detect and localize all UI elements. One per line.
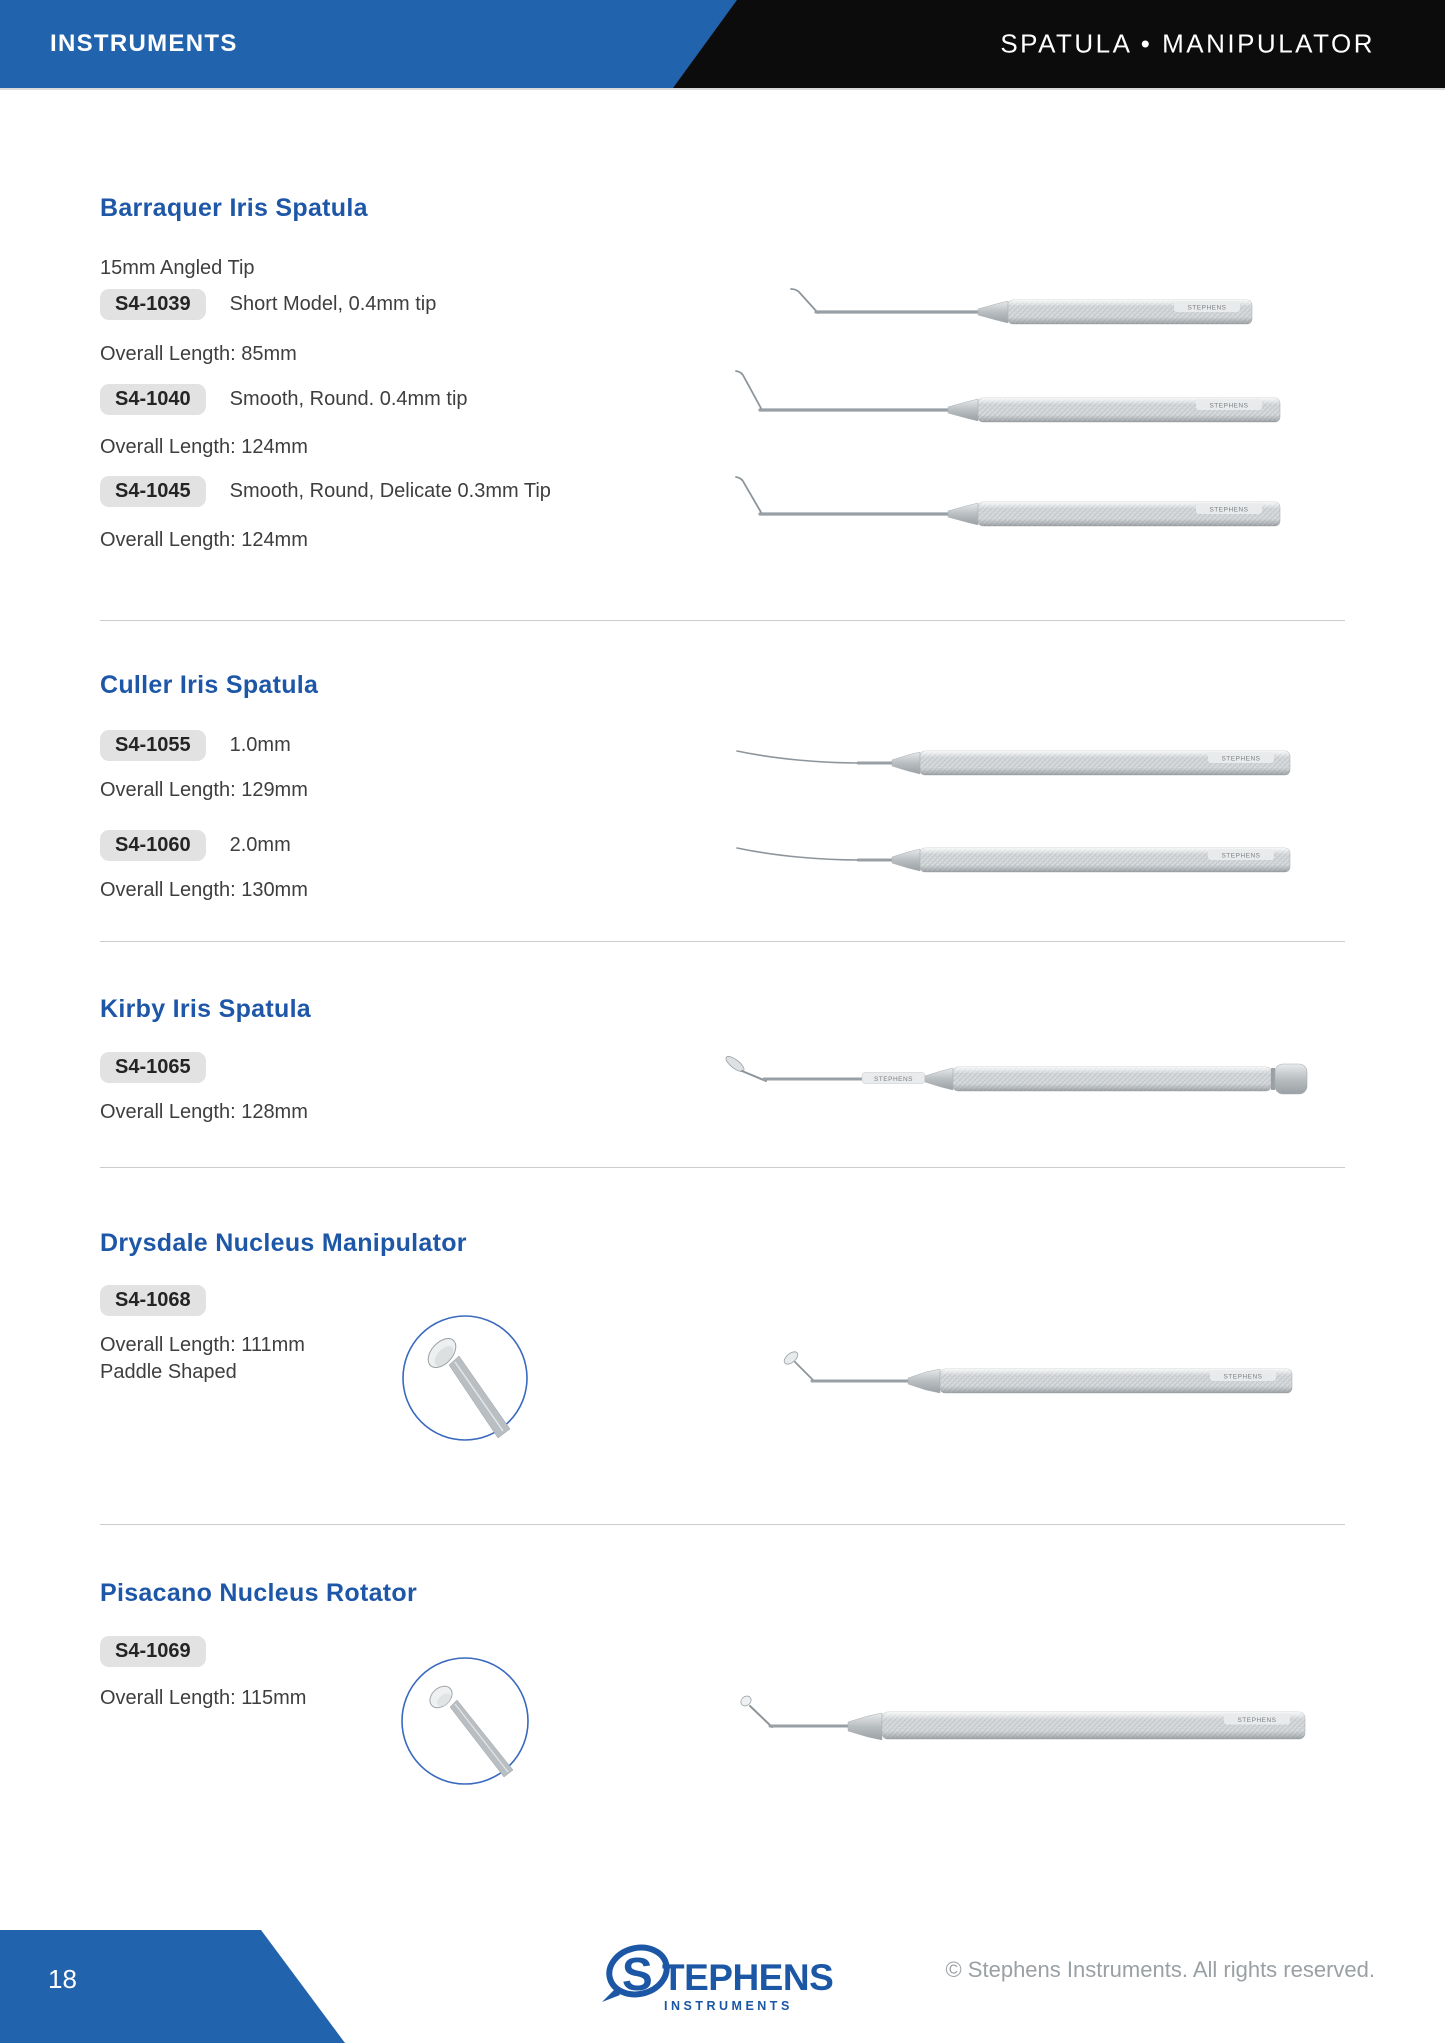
product-description: Smooth, Round, Delicate 0.3mm Tip [229, 480, 551, 502]
header-page-topic: SPATULA • MANIPULATOR [1000, 28, 1375, 59]
section-title-culler: Culler Iris Spatula [100, 671, 319, 699]
sku-badge: S4-1065 [100, 1052, 206, 1083]
logo-wordmark: TEPHENS [662, 1957, 834, 1998]
product-length: Overall Length: 130mm [100, 879, 308, 901]
section-divider [100, 1524, 1345, 1525]
product-row [100, 289, 436, 320]
section-divider [100, 941, 1345, 942]
page-number: 18 [48, 1964, 77, 1994]
section-title-barraquer: Barraquer Iris Spatula [100, 194, 368, 222]
logo-subtext: INSTRUMENTS [664, 1999, 793, 2013]
product-length: Overall Length: 129mm [100, 779, 308, 801]
instrument-photo-s4-1068 [782, 1349, 1292, 1393]
header-category-title: INSTRUMENTS [50, 30, 238, 57]
instrument-photo-s4-1045 [736, 477, 1280, 526]
instrument-photo-s4-1055 [737, 751, 1290, 775]
handle-brand-label: STEPHENS [1221, 755, 1261, 763]
product-length: Overall Length: 124mm [100, 529, 308, 551]
sku-badge: S4-1060 [100, 830, 206, 861]
instrument-photo-s4-1039 [791, 289, 1252, 324]
instrument-photo-s4-1040 [736, 371, 1280, 422]
product-row [100, 730, 291, 761]
section-divider [100, 1167, 1345, 1168]
product-description: 1.0mm [229, 734, 291, 756]
tip-detail-circle-s4-1068 [403, 1316, 527, 1440]
product-description: 2.0mm [229, 834, 291, 856]
product-length: Overall Length: 85mm [100, 343, 297, 365]
sku-badge: S4-1039 [100, 289, 206, 320]
product-length: Overall Length: 128mm [100, 1101, 308, 1123]
handle-brand-label: STEPHENS [1209, 402, 1249, 410]
section-divider [100, 620, 1345, 621]
sku-badge: S4-1055 [100, 730, 206, 761]
product-description: Smooth, Round. 0.4mm tip [229, 388, 468, 410]
section-title-kirby: Kirby Iris Spatula [100, 995, 312, 1023]
logo-initial: S [622, 1948, 653, 2000]
handle-brand-label: STEPHENS [1187, 304, 1227, 312]
product-row [100, 1285, 206, 1316]
product-row [100, 830, 291, 861]
stephens-logo [596, 1938, 836, 2023]
product-note: Paddle Shaped [100, 1361, 237, 1383]
product-length: Overall Length: 111mm [100, 1334, 305, 1356]
product-row [100, 384, 468, 415]
instrument-photo-s4-1069 [739, 1694, 1305, 1740]
sku-badge: S4-1040 [100, 384, 206, 415]
sku-badge: S4-1069 [100, 1636, 206, 1667]
product-row [100, 1052, 206, 1083]
section-title-drysdale: Drysdale Nucleus Manipulator [100, 1229, 467, 1257]
handle-brand-label: STEPHENS [1221, 852, 1261, 860]
product-row [100, 1636, 206, 1667]
section-subtitle: 15mm Angled Tip [100, 257, 255, 279]
instrument-photo-s4-1065 [724, 1054, 1307, 1094]
handle-brand-label: STEPHENS [1237, 1717, 1277, 1724]
sku-badge: S4-1045 [100, 476, 206, 507]
product-row [100, 476, 551, 507]
sku-badge: S4-1068 [100, 1285, 206, 1316]
handle-brand-label: STEPHENS [1209, 506, 1249, 514]
product-length: Overall Length: 115mm [100, 1687, 307, 1709]
copyright-text: © Stephens Instruments. All rights reserved. [945, 1957, 1375, 1982]
handle-brand-label: STEPHENS [1223, 1373, 1263, 1381]
product-description: Short Model, 0.4mm tip [229, 293, 437, 315]
product-length: Overall Length: 124mm [100, 436, 308, 458]
tip-detail-circle-s4-1069 [402, 1658, 528, 1784]
handle-brand-label: STEPHENS [873, 1076, 914, 1083]
section-title-pisacano: Pisacano Nucleus Rotator [100, 1579, 418, 1607]
stephens-logo-graphic [596, 1938, 836, 2018]
instrument-photo-s4-1060 [737, 848, 1290, 872]
